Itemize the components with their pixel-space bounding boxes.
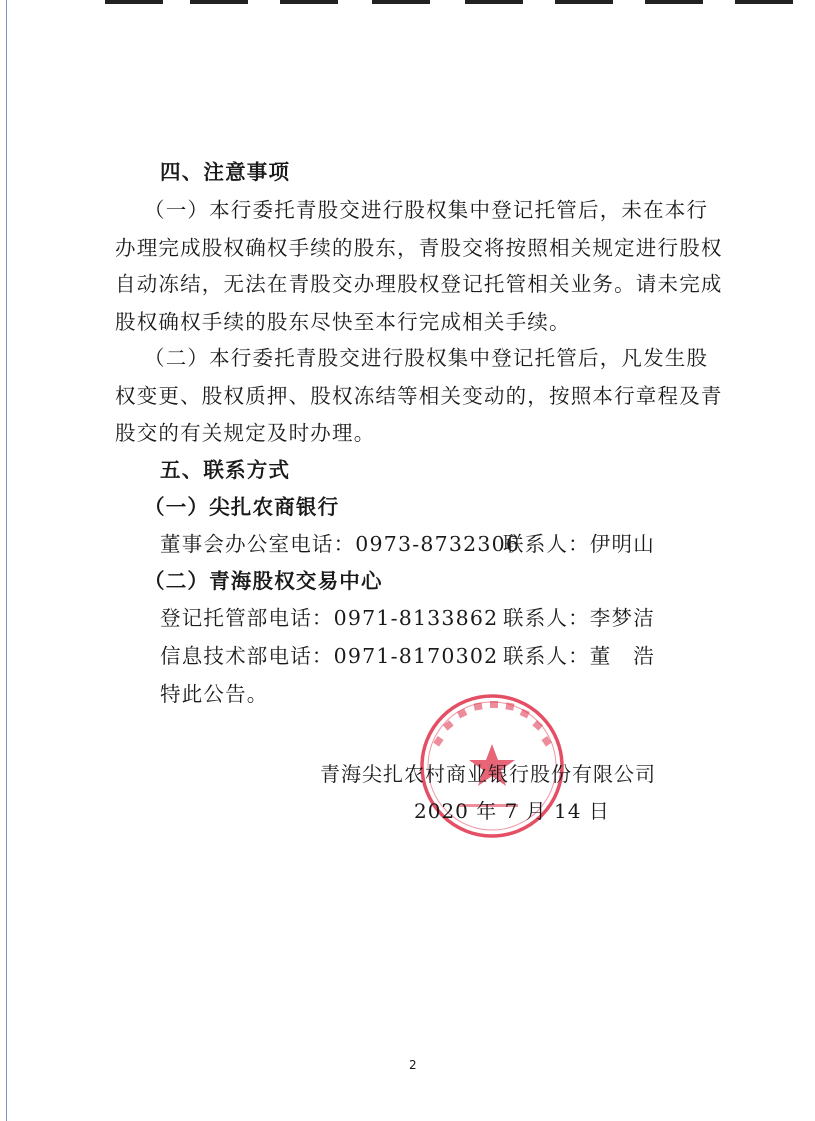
contact-sub1: （一）尖扎农商银行 [144,495,340,519]
section-5-heading: 五、联系方式 [160,458,291,482]
contact-row3-person: 联系人：董 浩 [503,644,655,668]
contact-row1-phone: 董事会办公室电话：0973-8732306 [160,532,521,556]
closing-text: 特此公告。 [160,682,269,706]
signoff-date: 2020 年 7 月 14 日 [414,799,610,823]
para1-line1: （一）本行委托青股交进行股权集中登记托管后，未在本行 [144,198,709,222]
section-4-heading: 四、注意事项 [160,160,291,184]
para2-line2: 权变更、股权质押、股权冻结等相关变动的，按照本行章程及青 [115,384,723,408]
page-number: 2 [409,1058,417,1072]
para1-line4: 股权确权手续的股东尽快至本行完成相关手续。 [115,310,571,334]
para2-line3: 股交的有关规定及时办理。 [115,421,376,445]
signoff-company: 青海尖扎农村商业银行股份有限公司 [320,762,656,786]
contact-row2-person: 联系人：李梦洁 [503,606,655,630]
para2-line1: （二）本行委托青股交进行股权集中登记托管后，凡发生股 [144,346,709,370]
contact-row1-person: 联系人：伊明山 [503,532,655,556]
contact-sub2: （二）青海股权交易中心 [144,569,383,593]
para1-line2: 办理完成股权确权手续的股东，青股交将按照相关规定进行股权 [115,236,723,260]
para1-line3: 自动冻结，无法在青股交办理股权登记托管相关业务。请未完成 [115,272,723,296]
contact-row2-phone: 登记托管部电话：0971-8133862 [160,606,499,630]
scan-left-edge-line [6,0,7,1121]
contact-row3-phone: 信息技术部电话：0971-8170302 [160,644,499,668]
